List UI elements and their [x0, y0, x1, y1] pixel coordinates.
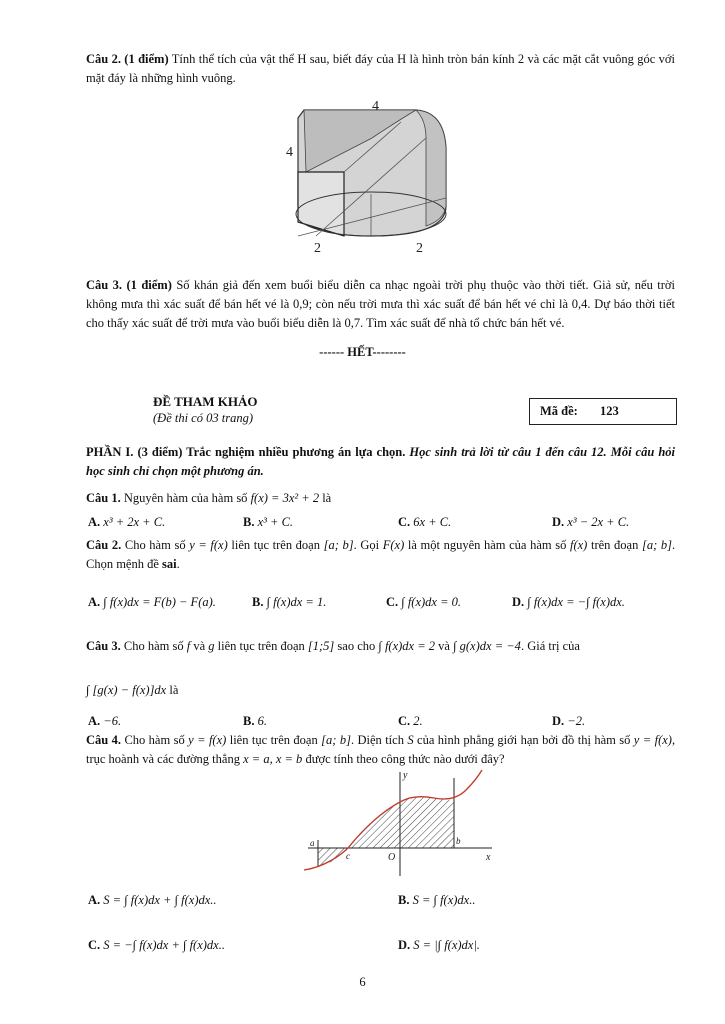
c-label: c [346, 851, 350, 861]
question-2: Câu 2. Cho hàm số y = f(x) liên tục trên đoạn [a; b]. Gọi F(x) là một nguyên hàm của hàm số f(x) trên đoạn [a; b]. Chọn mệnh đề sai. [86, 538, 676, 571]
exam-code-value: 123 [600, 404, 619, 418]
question-3: Câu 3. Cho hàm số f và g liên tục trên đoạn [1;5] sao cho ∫ f(x)dx = 2 và ∫ g(x)dx = −4. Giá trị của [86, 639, 580, 653]
question-4: Câu 4. Cho hàm số y = f(x) liên tục trên đoạn [a; b]. Diện tích S của hình phẳng giới hạn bởi đồ thị hàm số y = f(x), trục hoành và các đường thẳng x = a, x = b được tính theo công thức nào dưới đây? [86, 733, 676, 766]
solid-figure [276, 98, 466, 258]
question-label: Câu 3. (1 điểm) [86, 278, 172, 292]
q4-option-d[interactable]: D. S = |∫ f(x)dx|. [398, 938, 480, 952]
question-text: Nguyên hàm của hàm số [123, 491, 248, 505]
question-1 [86, 491, 675, 506]
part-label: PHẦN I. (3 điểm) Trắc nghiệm nhiều phương án lựa chọn. [86, 445, 406, 459]
question-text: Số khán giả đến xem buổi biểu diễn ca nhạc ngoài trời phụ thuộc vào thời tiết. Giả sử, nếu trời không mưa thì xác suất để bán hết vé là 0,9; còn nếu trời mưa thì xác suất để bán hết vé chỉ là 0,4. Dự báo thời tiết cho thấy xác suất để trời mưa vào buổi biểu diễn là 0,7. Tìm xác suất để nhà tổ chức bán hết vé. [86, 278, 675, 330]
q2-option-a[interactable]: A. ∫ f(x)dx = F(b) − F(a). [88, 595, 216, 609]
question-label: Câu 1. [86, 491, 121, 505]
exam-code-box [529, 398, 677, 425]
question-3-expr: ∫ [g(x) − f(x)]dx là [86, 683, 179, 697]
part-instruction: Học sinh trả lời từ câu 1 đến câu 12. Mỗi câu hỏi học sinh chỉ chọn một phương án. [86, 445, 676, 478]
exam-title: ĐỀ THAM KHẢO [153, 394, 258, 409]
label-bottom-2b: 2 [416, 241, 423, 256]
label-top-4: 4 [372, 99, 379, 114]
question-text-tail: là [322, 491, 332, 505]
q3-option-a[interactable]: A. −6. [88, 714, 122, 728]
q2-option-b[interactable]: B. ∫ f(x)dx = 1. [252, 595, 327, 609]
question-label: Câu 2. (1 điểm) [86, 52, 169, 66]
page-number: 6 [359, 975, 366, 989]
part-1-heading [86, 443, 675, 481]
label-side-4: 4 [286, 145, 293, 160]
q1-option-d[interactable]: D. x³ − 2x + C. [552, 515, 630, 529]
question-math: f(x) = 3x² + 2 [250, 491, 320, 505]
q3-option-d[interactable]: D. −2. [552, 714, 586, 728]
question-label: Câu 3. [86, 639, 121, 653]
emphasis-false: sai [162, 557, 177, 571]
q4-option-a[interactable]: A. S = ∫ f(x)dx + ∫ f(x)dx.. [88, 893, 217, 907]
x-label: x [486, 852, 491, 863]
b-label: b [456, 836, 461, 846]
q4-option-c[interactable]: C. S = −∫ f(x)dx + ∫ f(x)dx.. [88, 938, 225, 952]
q1-option-b[interactable]: B. x³ + C. [243, 515, 294, 529]
exam-subtitle: (Đề thi có 03 trang) [153, 411, 253, 425]
area-graph [304, 768, 500, 880]
question-label: Câu 4. [86, 733, 122, 747]
question-2-top [86, 50, 675, 88]
q4-option-b[interactable]: B. S = ∫ f(x)dx.. [398, 893, 476, 907]
end-marker: ------ HẾT-------- [319, 345, 406, 359]
q2-option-c[interactable]: C. ∫ f(x)dx = 0. [386, 595, 462, 609]
question-label: Câu 2. [86, 538, 122, 552]
q2-option-d[interactable]: D. ∫ f(x)dx = −∫ f(x)dx. [512, 595, 625, 609]
q3-option-c[interactable]: C. 2. [398, 714, 423, 728]
origin-label: O [388, 852, 396, 863]
shaded-region-below [318, 848, 348, 865]
question-text: Tính thể tích của vật thể H sau, biết đáy của H là hình tròn bán kính 2 và các mặt cắt vuông góc với mặt đáy là những hình vuông. [86, 52, 675, 85]
shaded-region-above [348, 797, 454, 848]
exam-code-label: Mã đề: [540, 404, 578, 418]
label-bottom-2a: 2 [314, 241, 321, 256]
a-label: a [310, 838, 315, 848]
q1-option-a[interactable]: A. x³ + 2x + C. [88, 515, 166, 529]
q3-option-b[interactable]: B. 6. [243, 714, 267, 728]
question-3-top [86, 276, 675, 333]
y-label: y [403, 770, 408, 781]
q1-option-c[interactable]: C. 6x + C. [398, 515, 452, 529]
